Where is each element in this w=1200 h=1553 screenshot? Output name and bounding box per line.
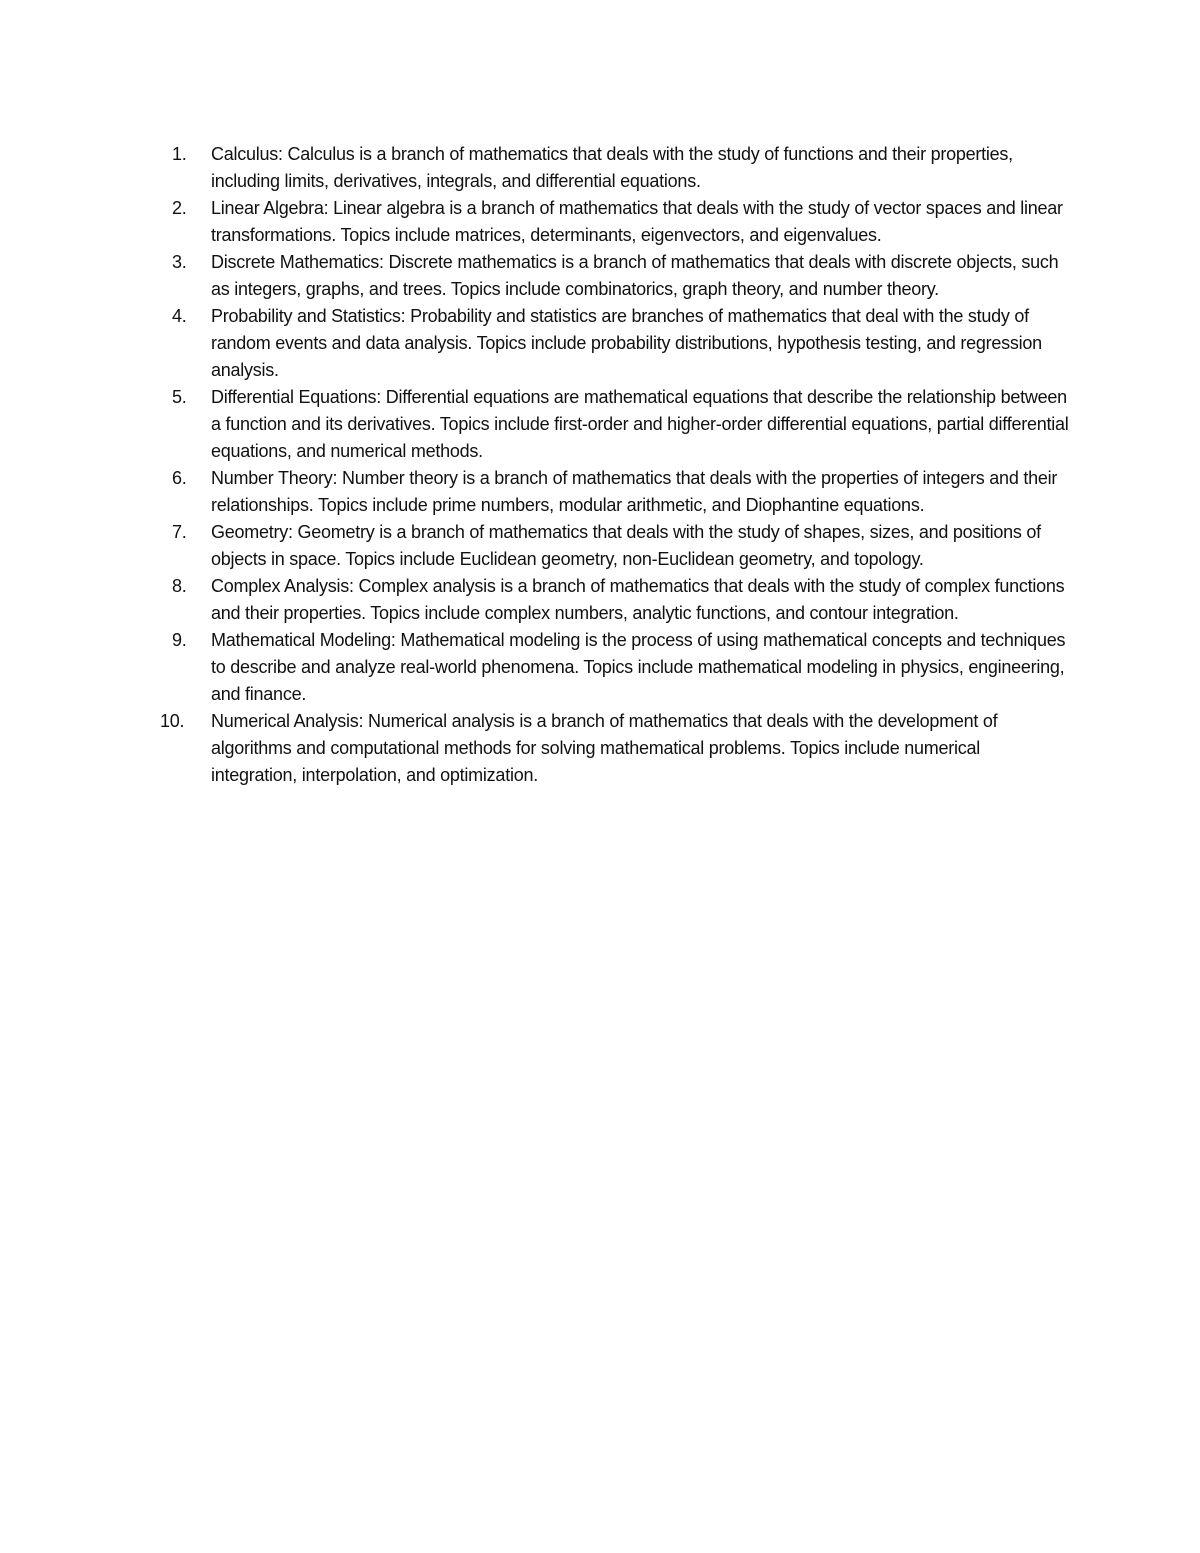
list-item (150, 519, 1070, 573)
list-item-text: Differential Equations: Differential equations are mathematical equations that describe the relationship between a function and its derivatives. Topics include first-order and higher-order differential equations, partial differential equations, and numerical methods. (211, 387, 1069, 461)
list-item-number: 3. (172, 252, 187, 272)
numbered-topic-list (150, 141, 1070, 789)
list-item-text: Number Theory: Number theory is a branch of mathematics that deals with the properties of integers and their relationships. Topics include prime numbers, modular arithmetic, and Diophantine equations. (211, 468, 1058, 515)
list-item (150, 249, 1070, 303)
list-item-number: 1. (172, 144, 187, 164)
list-item-number: 4. (172, 306, 187, 326)
list-item (150, 195, 1070, 249)
list-item (150, 465, 1070, 519)
list-item-number: 6. (172, 468, 187, 488)
list-item-number: 10. (160, 711, 185, 731)
list-item-text: Probability and Statistics: Probability and statistics are branches of mathematics that deal with the study of random events and data analysis. Topics include probability distributions, hypothesis testing, and regression analysis. (211, 306, 1042, 380)
list-item (150, 384, 1070, 465)
list-item-number: 9. (172, 630, 187, 650)
list-item (150, 573, 1070, 627)
list-item-text: Geometry: Geometry is a branch of mathematics that deals with the study of shapes, sizes, and positions of objects in space. Topics include Euclidean geometry, non-Euclidean geometry, and topology. (211, 522, 1041, 569)
list-item (150, 141, 1070, 195)
list-item-text: Discrete Mathematics: Discrete mathematics is a branch of mathematics that deals with discrete objects, such as integers, graphs, and trees. Topics include combinatorics, graph theory, and number theory. (211, 252, 1059, 299)
list-item-number: 7. (172, 522, 187, 542)
list-item-number: 8. (172, 576, 187, 596)
list-item-text: Mathematical Modeling: Mathematical modeling is the process of using mathematical concepts and techniques to describe and analyze real-world phenomena. Topics include mathematical modeling in physics, engineering, and finance. (211, 630, 1066, 704)
list-item-text: Linear Algebra: Linear algebra is a branch of mathematics that deals with the study of vector spaces and linear transformations. Topics include matrices, determinants, eigenvectors, and eigenvalues. (211, 198, 1063, 245)
list-item (150, 627, 1070, 708)
list-item-number: 2. (172, 198, 187, 218)
list-item-number: 5. (172, 387, 187, 407)
list-item-text: Complex Analysis: Complex analysis is a branch of mathematics that deals with the study of complex functions and their properties. Topics include complex numbers, analytic functions, and contour integration. (211, 576, 1065, 623)
list-item-text: Calculus: Calculus is a branch of mathematics that deals with the study of functions and their properties, including limits, derivatives, integrals, and differential equations. (211, 144, 1013, 191)
list-item (150, 708, 1070, 789)
list-item (150, 303, 1070, 384)
list-item-text: Numerical Analysis: Numerical analysis is a branch of mathematics that deals with the development of algorithms and computational methods for solving mathematical problems. Topics include numerical integration, interpolation, and optimization. (211, 711, 998, 785)
